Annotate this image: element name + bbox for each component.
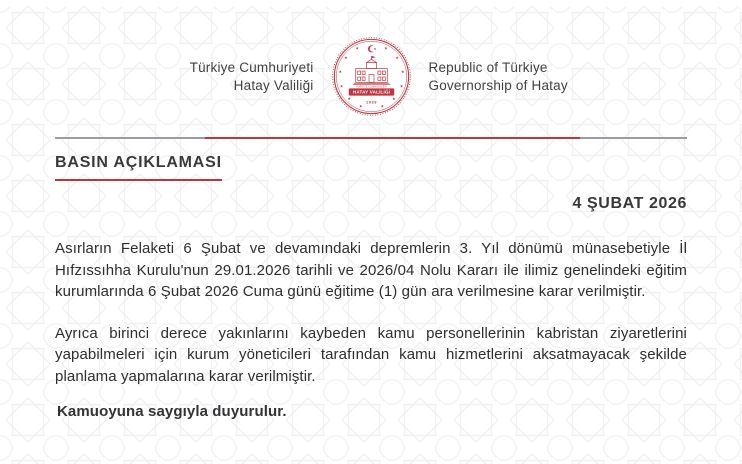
svg-text:★: ★ [338, 68, 342, 74]
emblem-name-band [348, 88, 393, 96]
date-row [55, 195, 687, 213]
press-date: 4 ŞUBAT 2026 [572, 195, 687, 212]
header-left-line2: Hatay Valiliği [233, 77, 314, 93]
divider-gray-right [580, 137, 687, 139]
hatay-governorship-emblem [331, 36, 412, 117]
divider-line [55, 137, 687, 139]
svg-text:★: ★ [394, 55, 399, 61]
divider-red-center [205, 137, 580, 139]
svg-text:★: ★ [400, 68, 404, 74]
svg-text:★: ★ [391, 96, 396, 102]
title-row [55, 154, 687, 181]
svg-text:★: ★ [372, 47, 376, 52]
emblem-band-text: HATAY VALİLİĞİ [352, 89, 390, 95]
closing-line: Kamuoyuna saygıyla duyurulur. [57, 403, 287, 420]
page-title: BASIN AÇIKLAMASI [55, 154, 222, 181]
svg-text:★: ★ [383, 45, 388, 51]
svg-text:★: ★ [354, 45, 359, 51]
header-right-line1: Republic of Türkiye [428, 59, 548, 75]
content [55, 137, 687, 420]
svg-text:★: ★ [399, 83, 403, 89]
paragraph-1: Asırların Felaketi 6 Şubat ve devamındaki depremlerin 3. Yıl dönümü münasebetiyle İl Hıfzıssıhha Kurulu'nun 29.01.2026 tarihli ve 2026/04 Nolu Kararı ile ilimiz genelindeki eğitim kurumlarında 6 Şubat 2026 Cuma günü eğitime (1) gün ara verilmesine karar verilmiştir. [55, 240, 687, 300]
header-left-text [64, 59, 314, 95]
header-right-line2: Governorship of Hatay [428, 77, 568, 93]
paragraph-2: Ayrıca birinci derece yakınlarını kaybeden kamu personellerinin kabristan ziyaretlerini yapabilmeleri için kurum yöneticileri tarafından kamu hizmetlerini aksatmayacak şekilde planlama yapmalarına karar verilmiştir. [55, 324, 687, 385]
svg-text:★: ★ [358, 103, 362, 109]
svg-text:★: ★ [346, 96, 351, 102]
header [0, 0, 742, 117]
divider-gray-left [55, 137, 205, 139]
emblem-year: 1939 [365, 100, 377, 105]
svg-text:★: ★ [380, 103, 384, 109]
press-body [55, 238, 687, 387]
emblem-top-text: TÜRKİYE CUMHURİYETİ [355, 85, 387, 89]
header-right-text [429, 59, 679, 95]
header-left-line1: Türkiye Cumhuriyeti [189, 59, 314, 75]
svg-text:★: ★ [343, 55, 348, 61]
svg-text:★: ★ [339, 83, 343, 89]
